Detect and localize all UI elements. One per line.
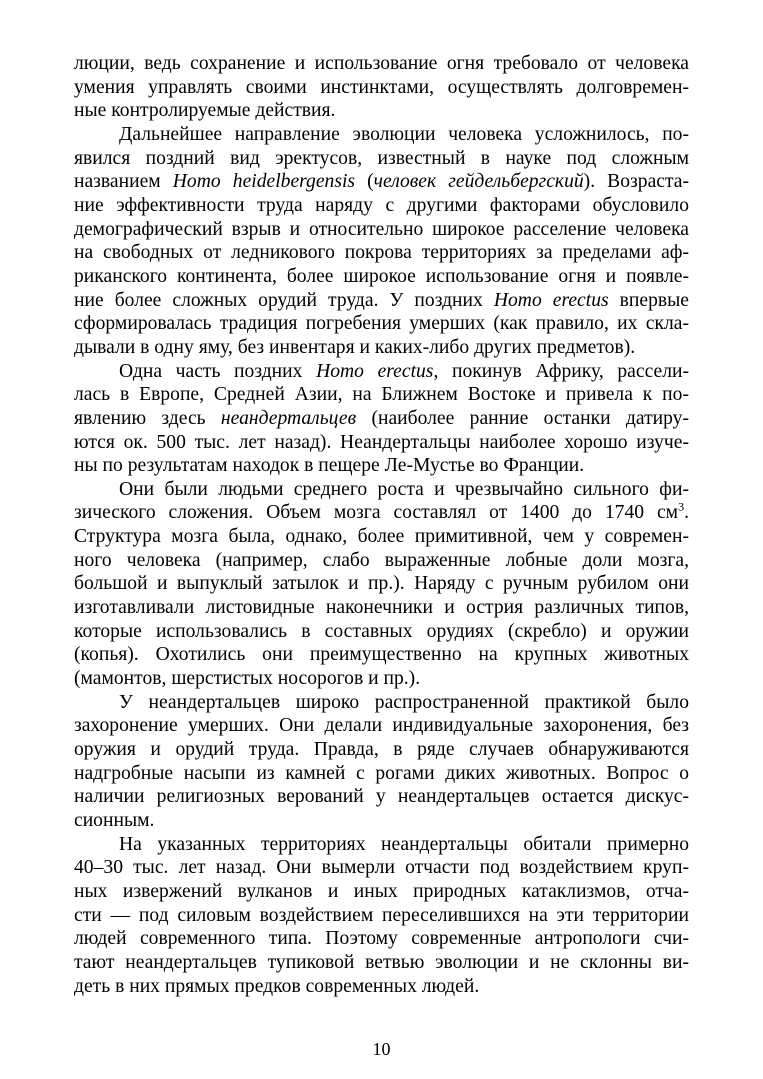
text-line (74, 927, 689, 951)
text-run: тают неандертальцев тупиковой ветвью эволюции и не склонны ви- (74, 951, 689, 973)
text-run: впервые (608, 289, 689, 311)
text-line (74, 123, 689, 147)
superscript: 3 (678, 499, 685, 514)
page-body (74, 52, 689, 998)
text-line (74, 383, 689, 407)
text-line (74, 738, 689, 762)
text-line (74, 241, 689, 265)
text-run: изготавливали листовидные наконечники и острия различных типов, (74, 597, 689, 619)
text-run: 40–30 тыс. лет назад. Они вымерли отчасти под воздействием круп- (74, 857, 689, 879)
text-run: названием (74, 171, 173, 193)
text-line (74, 336, 689, 360)
text-run: деть в них прямых предков современных людей. (74, 975, 480, 997)
text-line (74, 265, 689, 289)
text-run: людей современного типа. Поэтому современные антропологи счи- (74, 928, 689, 950)
text-run: сионным. (74, 810, 155, 831)
text-line (74, 431, 689, 455)
text-line (74, 312, 689, 336)
italic-text: Homo erectus (316, 360, 434, 382)
text-line (74, 289, 689, 313)
text-run: дывали в одну яму, без инвентаря и каких-либо других предметов). (74, 336, 636, 358)
text-line (74, 714, 689, 738)
text-run: оружия и орудий труда. Правда, в ряде случаев обнаруживаются (74, 739, 689, 761)
text-run: ные контролируемые действия. (74, 100, 336, 122)
text-run: (копья). Охотились они преимущественно на крупных животных (74, 644, 689, 666)
text-run: ного человека (например, слабо выраженные лобные доли мозга, (74, 549, 689, 571)
text-run: ние эффективности труда наряду с другими факторами обусловило (74, 194, 689, 216)
text-run: (наиболее ранние останки датиру- (356, 407, 689, 429)
text-run: наличии религиозных верований у неандертальцев остается дискус- (74, 786, 689, 808)
paragraph (74, 123, 689, 360)
text-line (74, 785, 689, 809)
italic-text: неандертальцев (220, 407, 357, 429)
paragraph (74, 833, 689, 999)
text-run: (мамонтов, шерстистых носорогов и пр.). (74, 668, 421, 690)
text-line (74, 76, 689, 100)
text-run: ных извержений вулканов и иных природных катаклизмов, отча- (74, 880, 689, 902)
text-run: явлению здесь (74, 407, 221, 429)
text-line (74, 809, 689, 833)
text-line (74, 880, 689, 904)
text-line (74, 478, 689, 502)
text-line (74, 951, 689, 975)
paragraph (74, 691, 689, 833)
text-line (74, 147, 689, 171)
text-run: ние более сложных орудий труда. У поздних (74, 289, 494, 311)
text-line (74, 667, 689, 691)
text-run: надгробные насыпи из камней с рогами диких животных. Вопрос о (74, 762, 689, 784)
text-line (74, 360, 689, 384)
text-run: ( (355, 171, 374, 193)
text-line (74, 549, 689, 573)
text-line (74, 691, 689, 715)
text-run: сформировалась традиция погребения умерших (как правило, их скла- (74, 313, 689, 335)
text-run: демографический взрыв и относительно широкое расселение человека (74, 218, 689, 240)
text-run: , покинув Африку, рассели- (433, 360, 689, 382)
text-run: сти — под силовым воздействием переселившихся на эти территории (74, 904, 689, 926)
page-number: 10 (372, 1039, 391, 1059)
text-line (74, 596, 689, 620)
text-run: Дальнейшее направление эволюции человека усложнилось, по- (119, 123, 689, 145)
text-line (74, 620, 689, 644)
text-line (74, 52, 689, 76)
text-run: на свободных от ледникового покрова территориях за пределами аф- (74, 242, 689, 264)
text-line (74, 501, 689, 525)
text-line (74, 525, 689, 549)
text-run: ются ок. 500 тыс. лет назад). Неандертальцы наиболее хорошо изуче- (74, 431, 689, 453)
text-run: ны по результатам находок в пещере Ле-Мустье во Франции. (74, 455, 585, 477)
text-line (74, 454, 689, 478)
text-line (74, 407, 689, 431)
text-run: явился поздний вид эректусов, известный в науке под сложным (74, 147, 689, 169)
text-run: большой и выпуклый затылок и пр.). Наряду с ручным рубилом они (74, 573, 689, 595)
text-run: риканского континента, более широкое использование огня и появле- (74, 265, 689, 287)
text-run: Они были людьми среднего роста и чрезвычайно сильного фи- (119, 478, 689, 500)
italic-text: человек гейдельбергский (373, 171, 584, 193)
text-line (74, 99, 689, 123)
text-run: лась в Европе, Средней Азии, на Ближнем Востоке и привела к по- (74, 384, 689, 406)
text-run: которые использовались в составных орудиях (скребло) и оружии (74, 620, 689, 642)
text-line (74, 170, 689, 194)
text-run: люции, ведь сохранение и использование огня требовало от человека (74, 53, 689, 74)
text-run: умения управлять своими инстинктами, осуществлять долговремен- (74, 76, 689, 98)
text-line (74, 856, 689, 880)
text-line (74, 194, 689, 218)
text-run: . (684, 502, 689, 524)
text-line (74, 572, 689, 596)
text-run: зического сложения. Объем мозга составлял от 1400 до 1740 см (74, 502, 679, 524)
text-run: На указанных территориях неандертальцы обитали примерно (119, 833, 689, 855)
paragraph (74, 52, 689, 123)
text-run: ). Возраста- (583, 171, 690, 193)
text-run: Структура мозга была, однако, более примитивной, чем у современ- (74, 526, 689, 548)
paragraph (74, 360, 689, 478)
italic-text: Homo heidelbergensis (172, 171, 356, 193)
text-run: захоронение умерших. Они делали индивидуальные захоронения, без (74, 715, 689, 737)
text-line (74, 904, 689, 928)
text-line (74, 218, 689, 242)
paragraph (74, 478, 689, 691)
text-run: Одна часть поздних (119, 360, 317, 382)
text-run: У неандертальцев широко распространенной практикой было (119, 691, 689, 713)
italic-text: Homo erectus (493, 289, 609, 311)
text-line (74, 762, 689, 786)
text-line (74, 975, 689, 999)
text-line (74, 643, 689, 667)
text-line (74, 833, 689, 857)
